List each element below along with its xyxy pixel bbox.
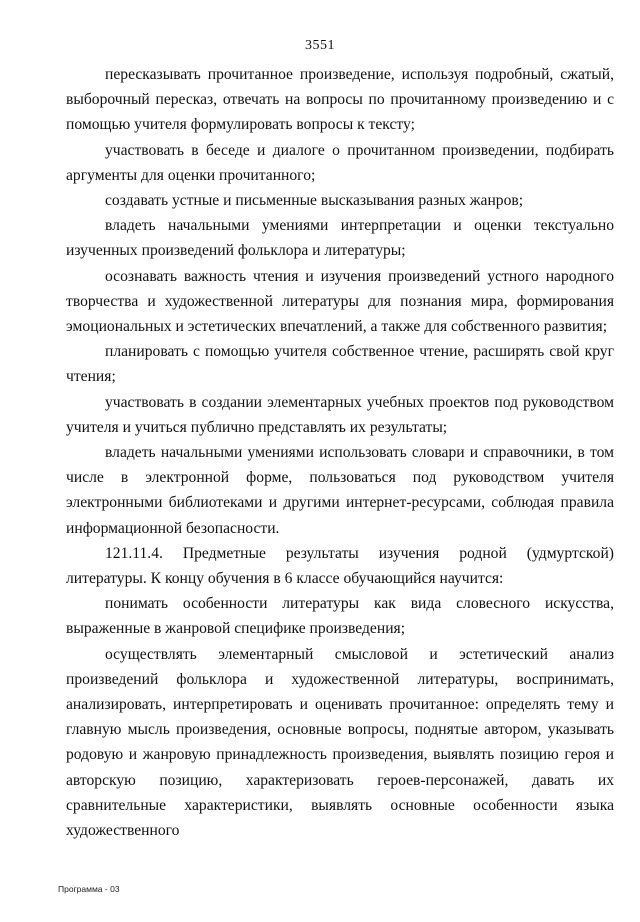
paragraph-literature-features: понимать особенности литературы как вида словесного искусства, выраженные в жанровой специфике произведения;	[66, 595, 614, 638]
paragraph-interpretation: владеть начальными умениями интерпретации и оценки текстуально изученных произведений фольклора и литературы;	[66, 217, 614, 260]
paragraph-dictionaries: владеть начальными умениями использовать словари и справочники, в том числе в электронной форме, пользоваться под руководством учителя электронными библиотеками и другими интернет-ресурсами, соблюдая правила информационной безопасности.	[66, 444, 614, 537]
body-text	[66, 62, 614, 843]
paragraph-conversation: участвовать в беседе и диалоге о прочитанном произведении, подбирать аргументы для оценки прочитанного;	[66, 141, 614, 184]
paragraph-reading-plan: планировать с помощью учителя собственное чтение, расширять свой круг чтения;	[66, 343, 614, 386]
paragraph-retelling: пересказывать прочитанное произведение, используя подробный, сжатый, выборочный пересказ, отвечать на вопросы по прочитанному произведению и с помощью учителя формулировать вопросы к тексту;	[66, 66, 614, 134]
paragraph-analysis: осуществлять элементарный смысловой и эстетический анализ произведений фольклора и художественной литературы, воспринимать, анализировать, интерпретировать и оценивать прочитанное: определять тему и главную мысль произведения, основные вопросы, поднятые автором, указывать родовую и жанровую принадлежность произведения, выявлять позицию героя и авторскую позицию, характеризовать героев-персонажей, давать их сравнительные характеристики, выявлять основные особенности языка художественного	[66, 645, 614, 840]
footer-program-label: Программа - 03	[58, 884, 120, 894]
paragraph-statements: создавать устные и письменные высказывания разных жанров;	[105, 192, 524, 210]
paragraph-importance-of-reading: осознавать важность чтения и изучения произведений устного народного творчества и художественной литературы для познания мира, формирования эмоциональных и эстетических впечатлений, а также для собственного развития;	[66, 267, 614, 336]
paragraph-section-heading: 121.11.4. Предметные результаты изучения родной (удмуртской) литературы. К концу обучения в 6 классе обучающийся научится:	[66, 544, 614, 588]
page-number: 3551	[305, 38, 335, 53]
paragraph-projects: участвовать в создании элементарных учебных проектов под руководством учителя и учиться публично представлять их результаты;	[66, 393, 614, 436]
